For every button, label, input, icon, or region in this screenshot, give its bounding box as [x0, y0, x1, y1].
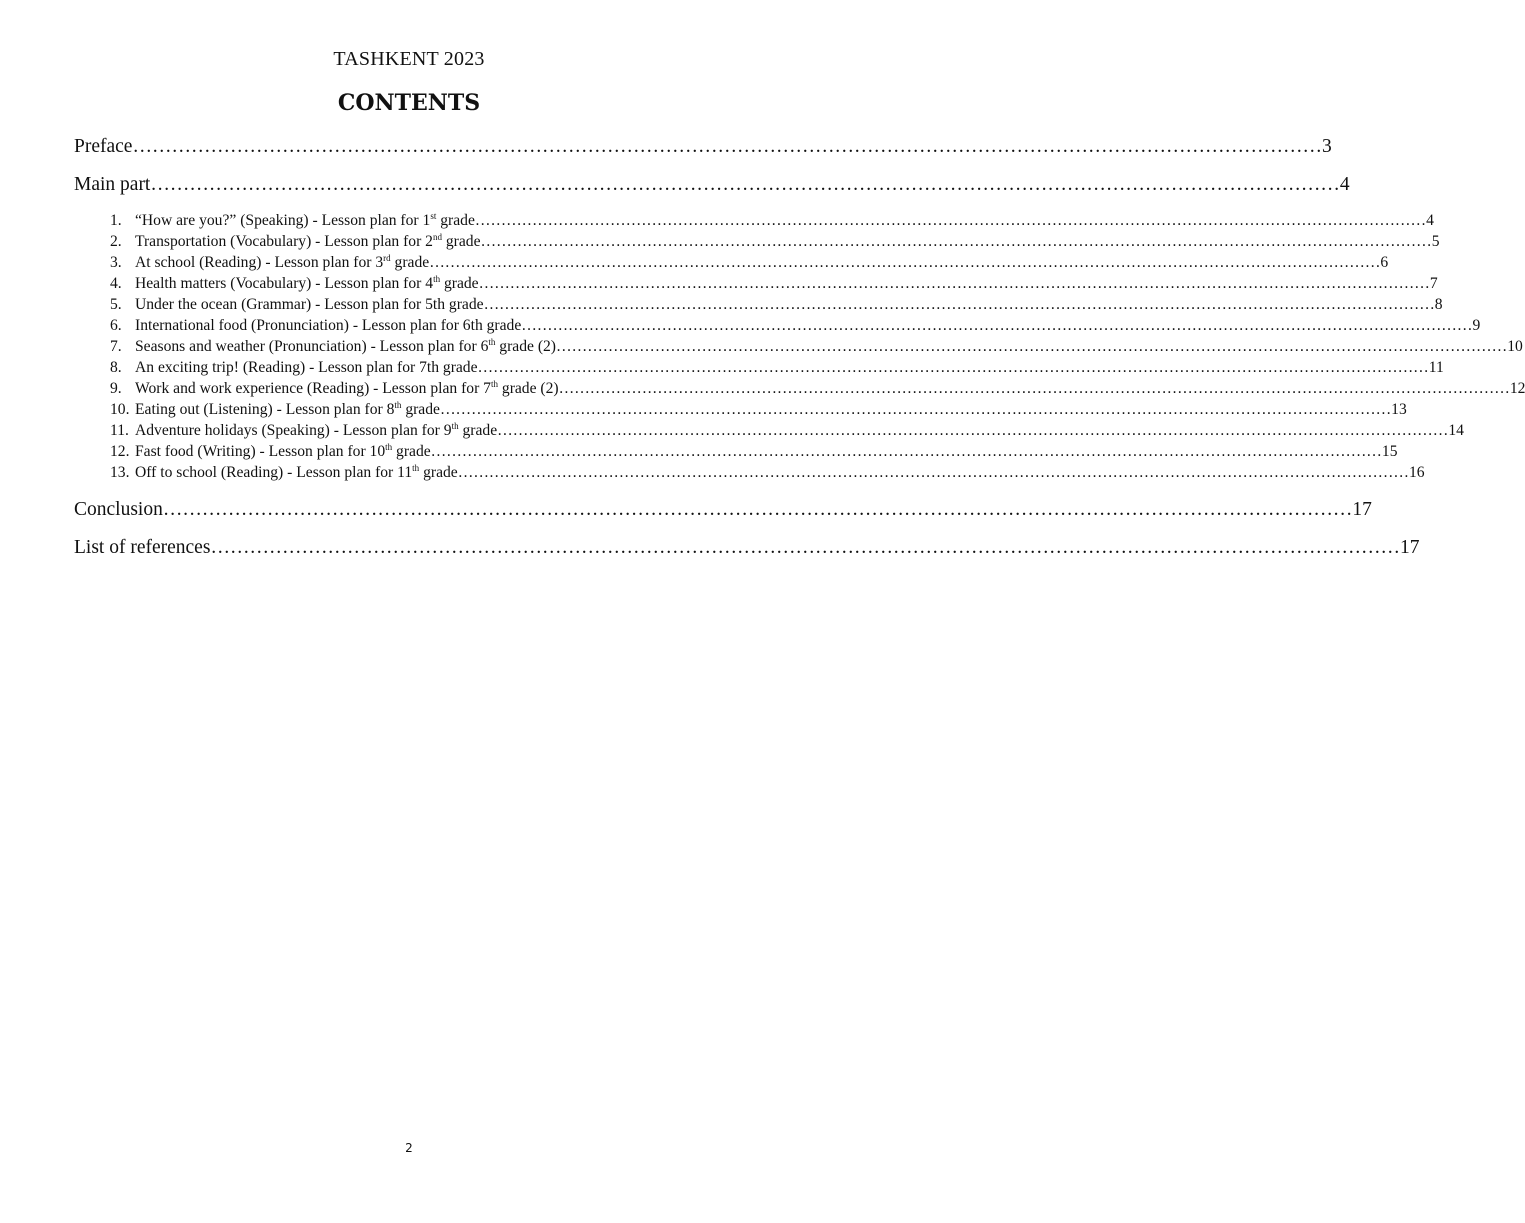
- contents-title: CONTENTS: [337, 90, 481, 116]
- toc-lesson-title: “How are you?” (Speaking) - Lesson plan for 1st grade: [135, 211, 475, 229]
- toc-lesson-title: Health matters (Vocabulary) - Lesson plan for 4th grade: [135, 274, 479, 292]
- toc-lesson-number: 9.: [110, 380, 122, 397]
- toc-lesson-9[interactable]: [110, 378, 1525, 399]
- toc-lesson-3[interactable]: [110, 252, 1389, 273]
- toc-leader-dots: …………………………………………………………………………………………………………………………………………………………………: [430, 443, 1382, 460]
- toc-lesson-title: At school (Reading) - Lesson plan for 3rd grade: [135, 253, 430, 271]
- toc-entry-main-part[interactable]: [74, 172, 1350, 198]
- toc-lesson-2[interactable]: [110, 231, 1440, 252]
- toc-leader-dots: …………………………………………………………………………………………………………………………………………………………………: [457, 464, 1409, 481]
- toc-lesson-title: Eating out (Listening) - Lesson plan for 8th grade: [135, 400, 440, 418]
- toc-lesson-number: 1.: [110, 212, 122, 229]
- page-number: 2: [405, 1141, 413, 1155]
- toc-lesson-title: Work and work experience (Reading) - Lesson plan for 7th grade (2): [135, 379, 559, 397]
- toc-entry-label: Conclusion: [74, 499, 163, 520]
- toc-lesson-title: International food (Pronunciation) - Lesson plan for 6th grade: [135, 317, 522, 334]
- toc-leader-dots: …………………………………………………………………………………………………………………………………………………………………: [132, 136, 1322, 157]
- toc-leader-dots: …………………………………………………………………………………………………………………………………………………………………: [480, 233, 1432, 250]
- toc-leader-dots: …………………………………………………………………………………………………………………………………………………………………: [439, 401, 1392, 418]
- toc-leader-dots: …………………………………………………………………………………………………………………………………………………………………: [556, 338, 1508, 355]
- toc-leader-dots: …………………………………………………………………………………………………………………………………………………………………: [429, 254, 1381, 271]
- toc-lesson-number: 11.: [110, 422, 129, 439]
- toc-entry-page: 3: [1321, 136, 1332, 157]
- toc-lesson-page: 16: [1408, 464, 1425, 481]
- toc-lesson-number: 13.: [110, 464, 130, 481]
- toc-leader-dots: …………………………………………………………………………………………………………………………………………………………………: [521, 317, 1473, 334]
- toc-lesson-number: 5.: [110, 296, 122, 313]
- toc-entry-preface[interactable]: [74, 134, 1332, 160]
- toc-leader-dots: …………………………………………………………………………………………………………………………………………………………………: [483, 296, 1435, 313]
- toc-lesson-page: 10: [1507, 338, 1523, 355]
- toc-leader-dots: …………………………………………………………………………………………………………………………………………………………………: [497, 422, 1449, 439]
- toc-lesson-title: Adventure holidays (Speaking) - Lesson plan for 9th grade: [135, 421, 498, 439]
- toc-lesson-page: 14: [1448, 422, 1464, 439]
- toc-lesson-title: Under the ocean (Grammar) - Lesson plan for 5th grade: [135, 296, 484, 313]
- toc-lesson-number: 7.: [110, 338, 122, 355]
- toc-lesson-number: 2.: [110, 233, 122, 250]
- toc-lesson-page: 12: [1509, 380, 1525, 397]
- toc-entry-references[interactable]: [74, 535, 1420, 561]
- toc-lesson-page: 9: [1472, 317, 1481, 334]
- city-year-heading: TASHKENT 2023: [333, 48, 485, 70]
- toc-lesson-5[interactable]: [110, 294, 1443, 315]
- toc-lesson-title: Transportation (Vocabulary) - Lesson plan for 2nd grade: [135, 232, 481, 250]
- toc-leader-dots: …………………………………………………………………………………………………………………………………………………………………: [474, 212, 1427, 229]
- toc-lesson-title: Seasons and weather (Pronunciation) - Lesson plan for 6th grade (2): [135, 337, 556, 355]
- toc-lesson-6[interactable]: [110, 315, 1481, 336]
- toc-entry-label: List of references: [74, 537, 211, 558]
- toc-lesson-1[interactable]: [110, 210, 1434, 231]
- toc-lesson-page: 5: [1431, 233, 1440, 250]
- toc-entry-page: 17: [1352, 499, 1372, 520]
- toc-lesson-title: Fast food (Writing) - Lesson plan for 10th grade: [135, 442, 431, 460]
- toc-lesson-number: 12.: [110, 443, 130, 460]
- toc-lesson-page: 6: [1380, 254, 1389, 271]
- toc-entry-label: Preface: [74, 136, 133, 157]
- toc-entry-page: 4: [1339, 174, 1350, 195]
- toc-lesson-number: 10.: [110, 401, 130, 418]
- toc-lesson-13[interactable]: [110, 462, 1425, 483]
- toc-lesson-7[interactable]: [110, 336, 1523, 357]
- toc-lesson-number: 4.: [110, 275, 122, 292]
- toc-lesson-8[interactable]: [110, 357, 1444, 378]
- toc-leader-dots: …………………………………………………………………………………………………………………………………………………………………: [210, 537, 1400, 558]
- toc-lesson-page: 4: [1426, 212, 1434, 229]
- toc-lesson-page: 8: [1434, 296, 1443, 313]
- toc-entry-conclusion[interactable]: [74, 497, 1372, 523]
- toc-entry-label: Main part: [74, 174, 151, 195]
- toc-lesson-page: 11: [1428, 359, 1444, 376]
- toc-leader-dots: …………………………………………………………………………………………………………………………………………………………………: [478, 275, 1430, 292]
- toc-leader-dots: …………………………………………………………………………………………………………………………………………………………………: [477, 359, 1429, 376]
- toc-lesson-10[interactable]: [110, 399, 1407, 420]
- toc-lesson-number: 8.: [110, 359, 122, 376]
- toc-lesson-title: Off to school (Reading) - Lesson plan for 11th grade: [135, 463, 458, 481]
- toc-lesson-number: 3.: [110, 254, 122, 271]
- toc-lesson-page: 15: [1381, 443, 1398, 460]
- toc-lesson-4[interactable]: [110, 273, 1438, 294]
- toc-leader-dots: …………………………………………………………………………………………………………………………………………………………………: [162, 499, 1353, 520]
- toc-lesson-11[interactable]: [110, 420, 1464, 441]
- toc-leader-dots: …………………………………………………………………………………………………………………………………………………………………: [150, 174, 1340, 195]
- toc-entry-page: 17: [1399, 537, 1420, 558]
- toc-lesson-page: 7: [1429, 275, 1438, 292]
- toc-lesson-title: An exciting trip! (Reading) - Lesson plan for 7th grade: [135, 359, 478, 376]
- toc-lesson-page: 13: [1391, 401, 1407, 418]
- toc-lesson-number: 6.: [110, 317, 122, 334]
- toc-leader-dots: …………………………………………………………………………………………………………………………………………………………………: [558, 380, 1510, 397]
- toc-lesson-12[interactable]: [110, 441, 1398, 462]
